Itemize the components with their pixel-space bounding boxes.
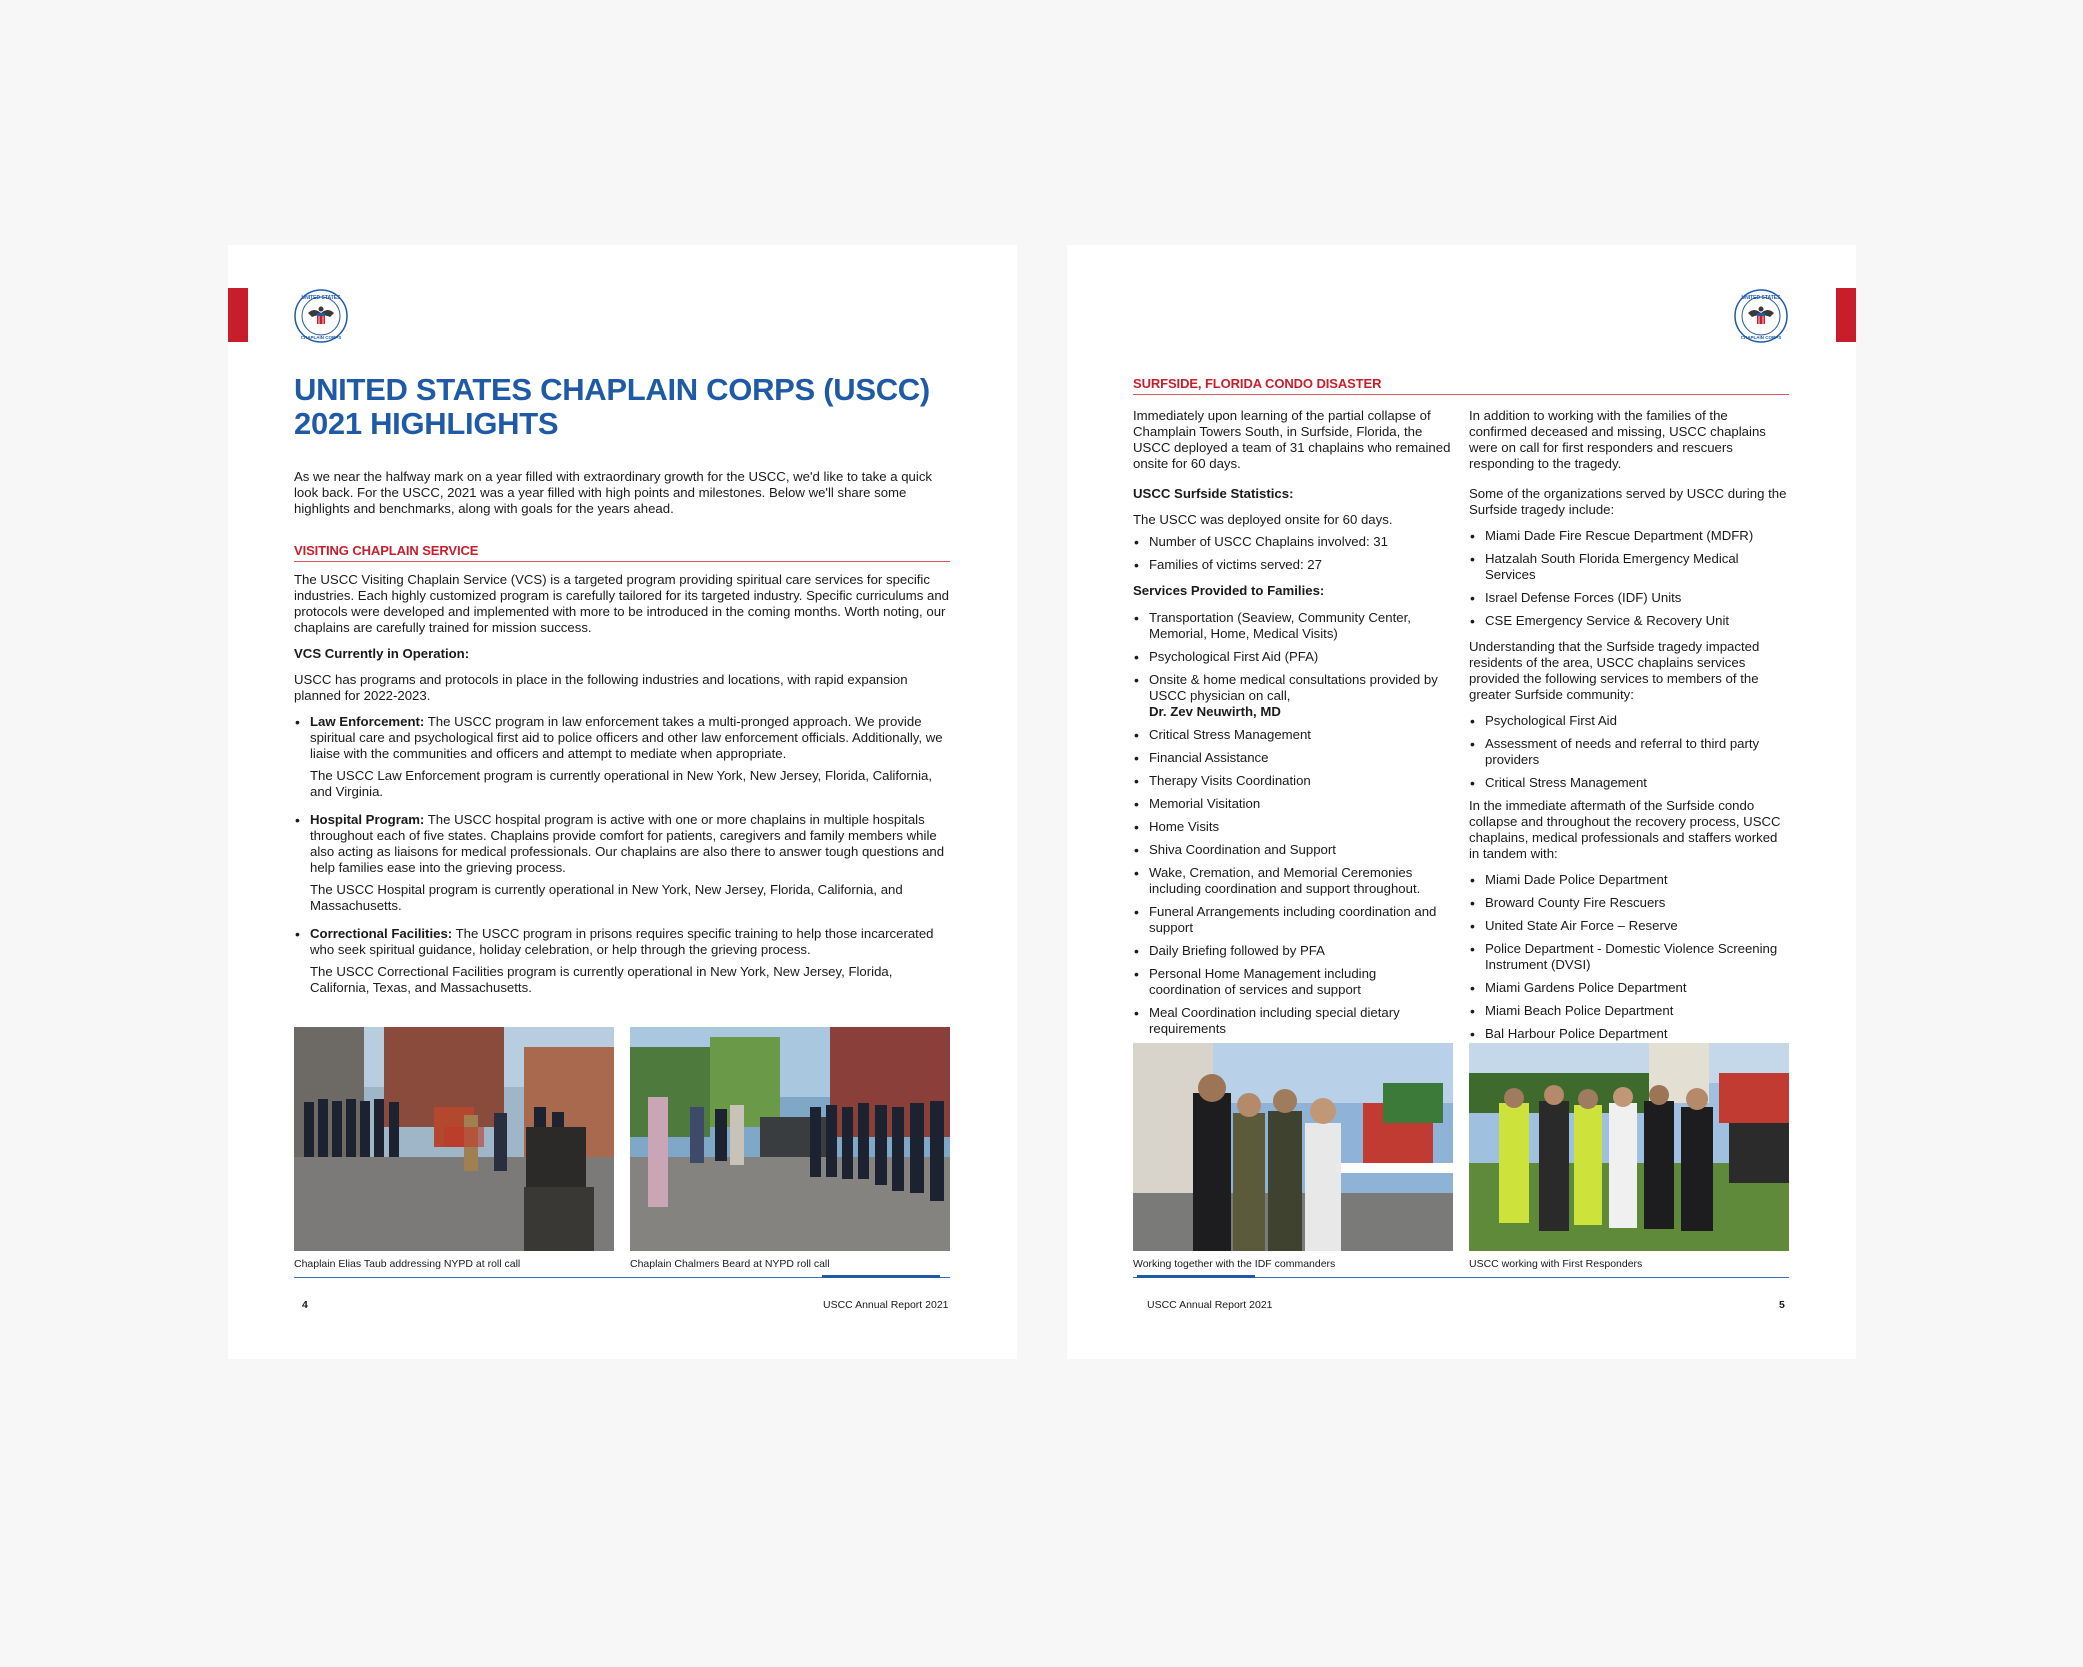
families-paragraph: In addition to working with the families of the confirmed deceased and missing, USCC chaplains were on call for first responders and rescuers responding to the tragedy.	[1469, 408, 1766, 471]
photo-caption: Chaplain Chalmers Beard at NYPD roll call	[630, 1258, 830, 1270]
vcs-programs-intro: USCC has programs and protocols in place in the following industries and locations, with rapid expansion planned for 2022-2023.	[294, 672, 908, 703]
vcs-subhead: VCS Currently in Operation:	[294, 646, 470, 661]
program-text: The USCC program in law enforcement takes a multi-pronged approach. We provide spiritual care and psychological first aid to police officers and other law enforcement officials. Additionally, we liaise with the communities and officers and attempt to mediate when appropriate.	[310, 714, 943, 761]
list-item: • Miami Gardens Police Department	[1469, 980, 1787, 996]
list-item: • Police Department - Domestic Violence Screening Instrument (DVSI)	[1469, 941, 1787, 973]
page-number: 4	[302, 1299, 308, 1311]
photo-roll-call-1	[294, 1027, 614, 1251]
list-item: • Miami Dade Police Department	[1469, 872, 1787, 888]
list-item	[294, 812, 950, 914]
list-item: • Psychological First Aid	[1469, 713, 1787, 729]
footer-title: USCC Annual Report 2021	[823, 1299, 949, 1311]
program-text: The USCC hospital program is active with one or more chaplains in multiple hospitals throughout each of five states. Chaplains provide comfort for patients, caregivers and family members while also acting as liaisons for medical professionals. Our chaplains are also there to answer tough questions and help families ease into the grieving process.	[310, 812, 945, 875]
list-item: • Transportation (Seaview, Community Center, Memorial, Home, Medical Visits)	[1133, 610, 1451, 642]
uscc-seal-icon	[294, 289, 348, 343]
red-tab	[228, 288, 248, 342]
list-item: • Israel Defense Forces (IDF) Units	[1469, 590, 1787, 606]
services-heading: Services Provided to Families:	[1133, 583, 1325, 598]
list-item	[1133, 672, 1451, 720]
list-item: • Bal Harbour Police Department	[1469, 1026, 1787, 1042]
program-label: Law Enforcement:	[310, 714, 425, 729]
partners-list	[1469, 872, 1787, 1042]
seal-top-text: UNITED STATES	[1741, 295, 1781, 301]
photo-roll-call-2	[630, 1027, 950, 1251]
list-item: • Daily Briefing followed by PFA	[1133, 943, 1451, 959]
photo-idf-commanders	[1133, 1043, 1453, 1251]
vcs-content	[294, 572, 950, 1003]
list-item: • Hatzalah South Florida Emergency Medical Services	[1469, 551, 1787, 583]
list-item: • Psychological First Aid (PFA)	[1133, 649, 1451, 665]
list-item: • Memorial Visitation	[1133, 796, 1451, 812]
list-item: • Miami Beach Police Department	[1469, 1003, 1787, 1019]
list-item: • CSE Emergency Service & Recovery Unit	[1469, 613, 1787, 629]
list-item: • Shiva Coordination and Support	[1133, 842, 1451, 858]
program-locations: The USCC Correctional Facilities program is currently operational in New York, New Jersey, Florida, California, Texas, and Massachusetts.	[310, 964, 893, 995]
list-item: • Meal Coordination including special dietary requirements	[1133, 1005, 1451, 1037]
program-label: Correctional Facilities:	[310, 926, 453, 941]
photo-caption: Chaplain Elias Taub addressing NYPD at roll call	[294, 1258, 521, 1270]
left-page	[228, 245, 1017, 1359]
left-column	[1133, 408, 1451, 1044]
program-locations: The USCC Hospital program is currently operational in New York, New Jersey, Florida, California, and Massachusetts.	[310, 882, 903, 913]
program-locations: The USCC Law Enforcement program is currently operational in New York, New Jersey, Florida, California, and Virginia.	[310, 768, 933, 799]
uscc-seal-icon	[1734, 289, 1788, 343]
list-item: • Families of victims served: 27	[1133, 557, 1451, 573]
list-item: • United State Air Force – Reserve	[1469, 918, 1787, 934]
list-item	[294, 926, 950, 996]
photo-caption: USCC working with First Responders	[1469, 1258, 1643, 1270]
list-item: • Critical Stress Management	[1133, 727, 1451, 743]
list-item: • Miami Dade Fire Rescue Department (MDFR)	[1469, 528, 1787, 544]
list-item: • Broward County Fire Rescuers	[1469, 895, 1787, 911]
section-heading: SURFSIDE, FLORIDA CONDO DISASTER	[1133, 376, 1789, 395]
list-item: • Financial Assistance	[1133, 750, 1451, 766]
physician-name: Dr. Zev Neuwirth, MD	[1149, 704, 1281, 719]
services-list	[1133, 610, 1451, 1037]
orgs-list	[1469, 528, 1787, 629]
community-services-list	[1469, 713, 1787, 791]
red-tab	[1836, 288, 1856, 342]
programs-list	[294, 714, 950, 996]
stats-list	[1133, 534, 1451, 573]
surfside-intro: Immediately upon learning of the partial collapse of Champlain Towers South, in Surfside, Florida, the USCC deployed a team of 31 chaplains who remained onsite for 60 days.	[1133, 408, 1451, 471]
page-title: UNITED STATES CHAPLAIN CORPS (USCC) 2021 HIGHLIGHTS	[294, 372, 930, 441]
orgs-intro: Some of the organizations served by USCC during the Surfside tragedy include:	[1469, 486, 1787, 517]
right-column	[1469, 408, 1787, 1049]
page-number: 5	[1779, 1299, 1785, 1311]
section-heading: VISITING CHAPLAIN SERVICE	[294, 543, 950, 562]
program-text: The USCC program in prisons requires specific training to help those incarcerated who seek spiritual guidance, holiday celebration, or help through the grieving process.	[310, 926, 934, 957]
list-item: • Personal Home Management including coordination of services and support	[1133, 966, 1451, 998]
list-item: • Home Visits	[1133, 819, 1451, 835]
list-item: • Assessment of needs and referral to third party providers	[1469, 736, 1787, 768]
footer-accent	[1137, 1275, 1255, 1278]
photo-caption: Working together with the IDF commanders	[1133, 1258, 1336, 1270]
service-text: Onsite & home medical consultations provided by USCC physician on call,	[1149, 672, 1438, 703]
list-item: • Critical Stress Management	[1469, 775, 1787, 791]
seal-bottom-text: CHAPLAIN CORPS	[300, 335, 342, 340]
intro-paragraph: As we near the halfway mark on a year filled with extraordinary growth for the USCC, we'd like to take a quick look back. For the USCC, 2021 was a year filled with high points and milestones. Below we'll share some highlights and benchmarks, along with goals for the years ahead.	[294, 469, 933, 516]
list-item	[294, 714, 950, 800]
seal-top-text: UNITED STATES	[301, 295, 341, 301]
photo-first-responders	[1469, 1043, 1789, 1251]
footer-title: USCC Annual Report 2021	[1147, 1299, 1273, 1311]
community-intro: Understanding that the Surfside tragedy impacted residents of the area, USCC chaplains services provided the following services to members of the greater Surfside community:	[1469, 639, 1760, 702]
list-item: • Therapy Visits Coordination	[1133, 773, 1451, 789]
list-item: • Wake, Cremation, and Memorial Ceremonies including coordination and support throughout.	[1133, 865, 1451, 897]
stats-heading: USCC Surfside Statistics:	[1133, 486, 1294, 501]
footer-accent	[822, 1275, 940, 1278]
stats-intro: The USCC was deployed onsite for 60 days.	[1133, 512, 1393, 527]
list-item: • Funeral Arrangements including coordination and support	[1133, 904, 1451, 936]
program-label: Hospital Program:	[310, 812, 425, 827]
list-item: • Number of USCC Chaplains involved: 31	[1133, 534, 1451, 550]
partners-intro: In the immediate aftermath of the Surfside condo collapse and throughout the recovery process, USCC chaplains, medical professionals and staffers worked in tandem with:	[1469, 798, 1781, 861]
vcs-paragraph: The USCC Visiting Chaplain Service (VCS) is a targeted program providing spiritual care services for specific industries. Each highly customized program is carefully tailored for its targeted industry. Specific curriculums and protocols were developed and implemented with more to be introduced in the coming months. Worth noting, our chaplains are carefully trained for mission success.	[294, 572, 950, 635]
seal-bottom-text: CHAPLAIN CORPS	[1740, 335, 1782, 340]
right-page	[1067, 245, 1856, 1359]
